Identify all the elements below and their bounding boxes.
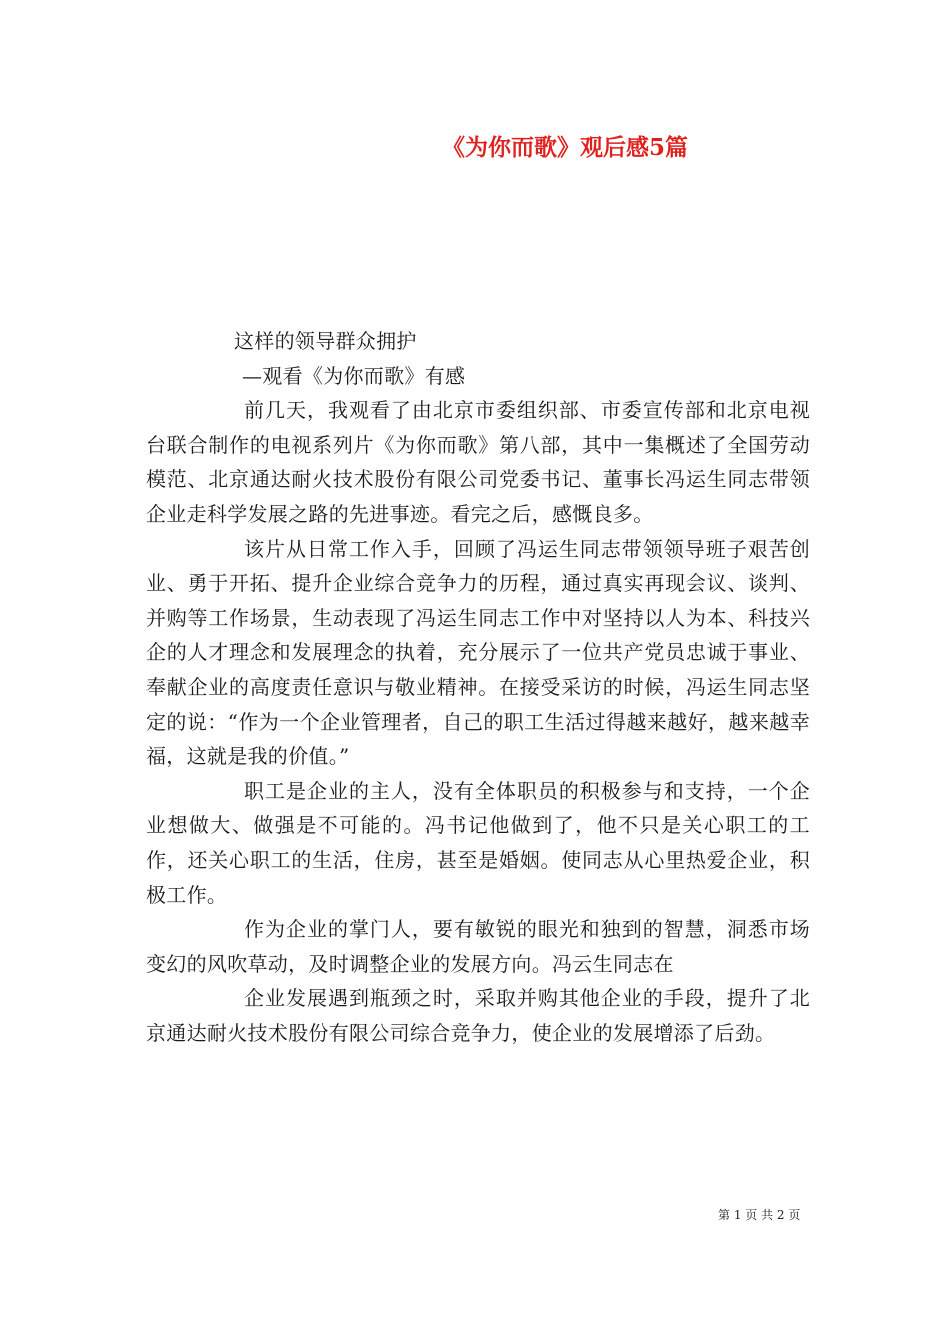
page-number: 第 1 页 共 2 页 [718,1208,801,1222]
article-subheading: —观看《为你而歌》有感 [242,363,466,388]
paragraph-1: 前几天，我观看了由北京市委组织部、市委宣传部和北京电视台联合制作的电视系列片《为你而歌》第八部，其中一集概述了全国劳动模范、北京通达耐火技术股份有限公司党委书记、董事长冯运生同志带领企业走科学发展之路的先进事迹。看完之后，感慨良多。 [146,398,810,526]
article-heading: 这样的领导群众拥护 [234,329,417,353]
paragraph-4: 作为企业的掌门人，要有敏锐的眼光和独到的智慧，洞悉市场变幻的风吹草动，及时调整企业的发展方向。冯云生同志在 [146,917,810,976]
paragraph-2: 该片从日常工作入手，回顾了冯运生同志带领领导班子艰苦创业、勇于开拓、提升企业综合竞争力的历程，通过真实再现会议、谈判、并购等工作场景，生动表现了冯运生同志工作中对坚持以人为本、科技兴企的人才理念和发展理念的执着，充分展示了一位共产党员忠诚于事业、奉献企业的高度责任意识与敬业精神。在接受采访的时候，冯运生同志坚定的说：“作为一个企业管理者，自己的职工生活过得越来越好，越来越幸福，这就是我的价值。” [146,536,810,769]
paragraph-5: 企业发展遇到瓶颈之时，采取并购其他企业的手段，提升了北京通达耐火技术股份有限公司综合竞争力，使企业的发展增添了后劲。 [146,986,810,1045]
document-title: 《为你而歌》观后感5篇 [441,134,688,161]
article-body [146,324,810,1050]
paragraph-3: 职工是企业的主人，没有全体职员的积极参与和支持，一个企业想做大、做强是不可能的。冯书记他做到了，他不只是关心职工的工作，还关心职工的生活，住房，甚至是婚姻。使同志从心里热爱企业，积极工作。 [146,778,810,907]
